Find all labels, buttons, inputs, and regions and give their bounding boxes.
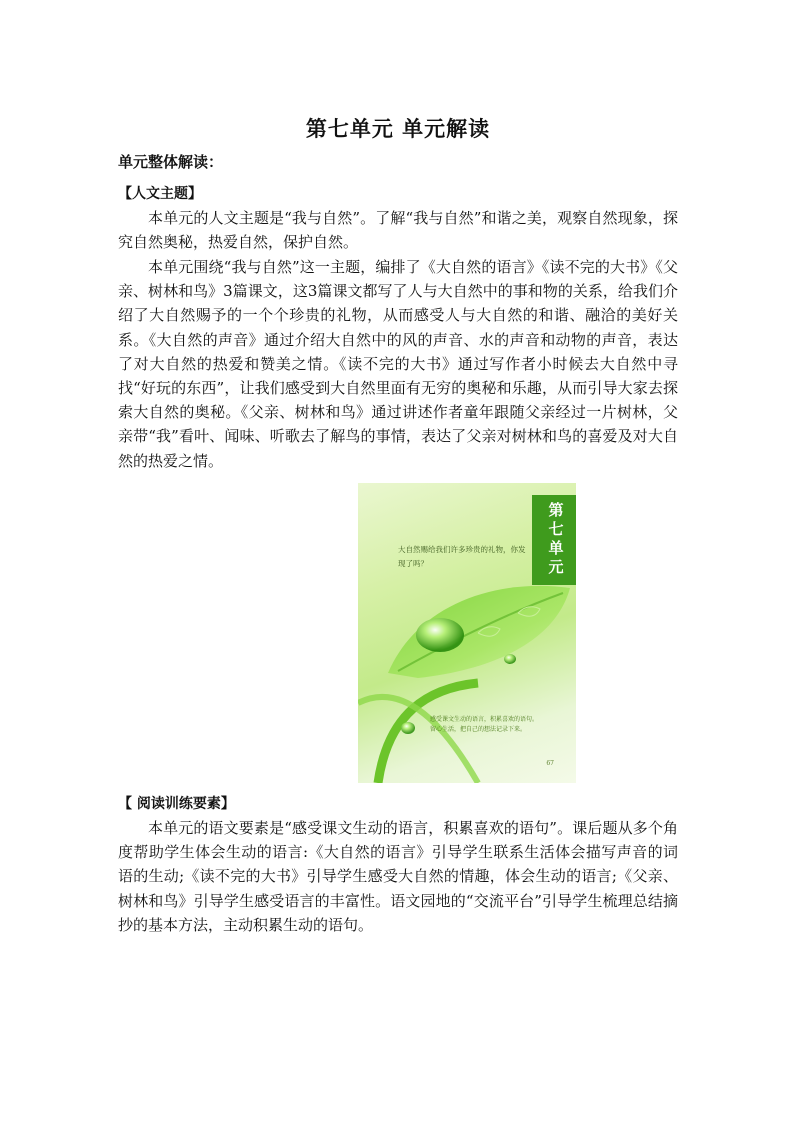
cover-note-1: 感受课文生动的语言，积累喜欢的语句。 — [430, 716, 539, 723]
unit-overview-heading: 单元整体解读： — [118, 153, 224, 171]
humanities-theme-heading: 【人文主题】 — [118, 186, 202, 202]
cover-caption: 大自然赐给我们许多珍贵的礼物，你发现了吗？ — [398, 545, 526, 568]
theme-paragraph-2: 本单元围绕“我与自然”这一主题，编排了《大自然的语言》《读不完的大书》《父亲、树林和鸟》3篇课文，这3篇课文都写了人与大自然中的事和物的关系，给我们介绍了大自然赐予的一个个珍贵的礼物，从而感受人与大自然的和谐、融洽的美好关系。《大自然的声音》通过介绍大自然中的风的声音、水的声音和动物的声音，表达了对大自然的热爱和赞美之情。《读不完的大书》通过写作者小时候去大自然中寻找“好玩的东西”，让我们感受到大自然里面有无穷的奥秘和乐趣，从而引导大家去探索大自然的奥秘。《父亲、树林和鸟》通过讲述作者童年跟随父亲经过一片树林，父亲带“我”看叶、闻味、听歌去了解鸟的事情，表达了父亲对树林和鸟的喜爱及对大自然的热爱之情。 — [118, 258, 678, 470]
reading-elements-heading: 【 阅读训练要素】 — [118, 796, 235, 812]
theme-paragraph-1: 本单元的人文主题是“我与自然”。了解“我与自然”和谐之美，观察自然现象，探究自然奥秘，热爱自然，保护自然。 — [118, 209, 678, 252]
cover-notes — [430, 715, 560, 735]
cover-page-number: 67 — [546, 760, 554, 767]
page-title: 第七单元 单元解读 — [305, 116, 491, 141]
unit-banner-text: 第七单元 — [548, 501, 564, 576]
cover-note-2: 留心生活，把自己的想法记录下来。 — [430, 726, 527, 733]
reading-elements-paragraph: 本单元的语文要素是“感受课文生动的语言，积累喜欢的语句”。课后题从多个角度帮助学生体会生动的语言:《大自然的语言》引导学生联系生活体会描写声音的词语的生动;《读不完的大书》引导学生感受大自然的情趣，体会生动的语言;《父亲、树林和鸟》引导学生感受语言的丰富性。语文园地的“交流平台”引导学生梳理总结摘抄的基本方法，主动积累生动的语句。 — [118, 819, 678, 934]
unit-cover-image — [358, 483, 576, 783]
